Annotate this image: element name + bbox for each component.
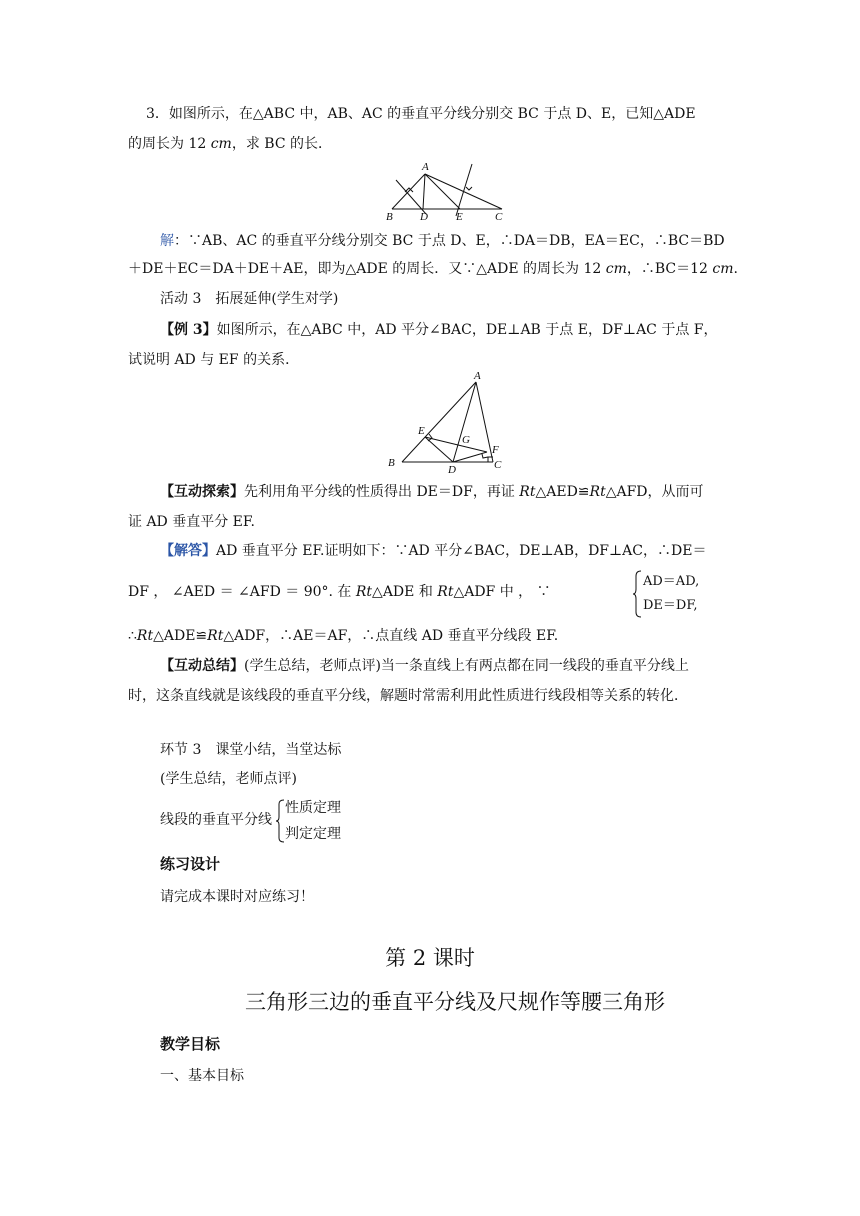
fig2-segment-ef — [425, 437, 487, 452]
stage-3-note: (学生总结，老师点评) — [160, 771, 297, 787]
answer-brace-icon — [633, 570, 643, 618]
solution-line-1: 解：∵AB、AC 的垂直平分线分别交 BC 于点 D、E，∴DA＝DB，EA＝EC，∴BC＝BD — [160, 233, 725, 249]
mindmap-item-criterion: 判定定理 — [285, 826, 341, 842]
example-3-line-2: 试说明 AD 与 EF 的关系． — [128, 352, 300, 368]
problem-3-line-2: 的周长为 12 cm，求 BC 的长． — [128, 136, 333, 152]
goals-heading: 教学目标 — [160, 1035, 221, 1053]
answer-condition-1: AD＝AD, — [643, 574, 700, 589]
fig2-label-c: C — [494, 459, 502, 471]
figure-triangle-angle-bisector — [380, 370, 510, 474]
fig2-label-e: E — [418, 425, 425, 437]
summary-line-2: 时，这条直线就是该线段的垂直平分线，解题时常需利用此性质进行线段相等关系的转化． — [128, 688, 688, 704]
figure-triangle-abc-perpendicular-bisectors — [382, 158, 512, 222]
problem-3-line-1: 3．如图所示，在△ABC 中，AB、AC 的垂直平分线分别交 BC 于点 D、E，已知△ADE — [146, 106, 696, 122]
practice-text: 请完成本课时对应练习！ — [160, 889, 314, 905]
example-3-line-1: 【例 3】如图所示，在△ABC 中，AD 平分∠BAC，DE⊥AB 于点 E，DF⊥AC 于点 F， — [160, 322, 718, 338]
stage-3-heading: 环节 3 课堂小结，当堂达标 — [160, 742, 342, 758]
answer-line-2: DF ， ∠AED ＝ ∠AFD ＝ 90°. 在 Rt△ADE 和 Rt△ADF 中 ， ∵ — [128, 584, 551, 600]
basic-goals-heading: 一、基本目标 — [160, 1068, 244, 1084]
fig1-side-ab — [392, 174, 425, 209]
mindmap-root: 线段的垂直平分线 — [160, 812, 272, 828]
lesson-2-subtitle: 三角形三边的垂直平分线及尺规作等腰三角形 — [245, 990, 665, 1014]
fig2-label-b: B — [388, 457, 395, 469]
explore-line-1: 【互动探索】先利用角平分线的性质得出 DE＝DF，再证 Rt△AED≌Rt△AFD，从而可 — [160, 484, 704, 500]
explore-line-2: 证 AD 垂直平分 EF. — [128, 514, 255, 530]
mindmap-brace-icon — [276, 799, 285, 843]
fig2-label-g: G — [462, 434, 470, 446]
activity-3-heading: 活动 3 拓展延伸(学生对学) — [160, 291, 339, 307]
mindmap-item-property: 性质定理 — [285, 800, 341, 816]
fig2-label-d: D — [448, 464, 456, 474]
fig1-right-angle-mark-2 — [466, 187, 472, 190]
practice-heading: 练习设计 — [160, 855, 221, 873]
fig1-label-a: A — [422, 161, 429, 173]
fig1-label-e: E — [456, 211, 463, 222]
fig1-segment-ae — [425, 174, 460, 209]
fig2-right-angle-mark-f — [482, 454, 488, 458]
fig2-label-a: A — [474, 370, 481, 382]
fig1-segment-ad — [423, 174, 425, 209]
fig1-label-d: D — [420, 211, 428, 222]
answer-line-1: 【解答】AD 垂直平分 EF.证明如下：∵AD 平分∠BAC，DE⊥AB，DF⊥AC，∴DE＝ — [160, 543, 707, 559]
lesson-2-title: 第 2 课时 — [385, 946, 475, 970]
fig1-label-c: C — [495, 211, 503, 222]
answer-line-3: ∴Rt△ADE≌Rt△ADF，∴AE＝AF，∴点直线 AD 垂直平分线段 EF. — [128, 628, 559, 644]
answer-condition-2: DE＝DF, — [643, 598, 698, 613]
fig2-segment-df — [453, 452, 487, 462]
fig2-label-f: F — [492, 444, 499, 456]
summary-line-1: 【互动总结】(学生总结，老师点评)当一条直线上有两点都在同一线段的垂直平分线上 — [160, 658, 689, 674]
fig1-label-b: B — [386, 211, 393, 222]
solution-line-2: ＋DE＋EC＝DA＋DE＋AE，即为△ADE 的周长．又∵△ADE 的周长为 12 cm，∴BC＝12 cm. — [128, 261, 738, 277]
